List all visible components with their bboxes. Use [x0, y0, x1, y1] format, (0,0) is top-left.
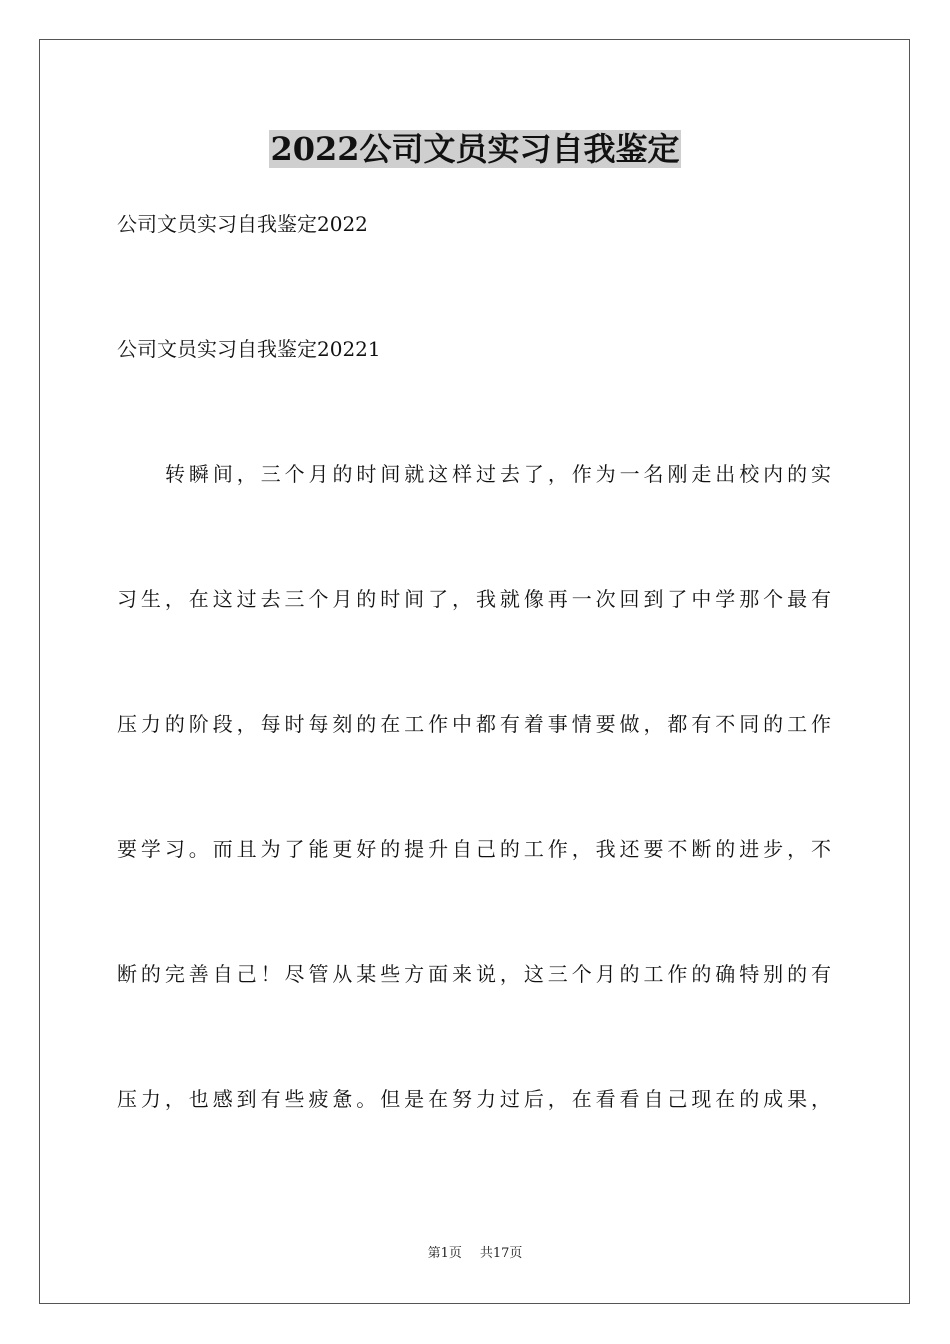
- document-title-text: 2022公司文员实习自我鉴定: [270, 130, 680, 168]
- body-line-4: 要学习。而且为了能更好的提升自己的工作，我还要不断的进步，不: [117, 837, 831, 861]
- body-line-3: 压力的阶段，每时每刻的在工作中都有着事情要做，都有不同的工作: [117, 712, 831, 736]
- body-line-5: 断的完善自己！尽管从某些方面来说，这三个月的工作的确特别的有: [117, 962, 831, 986]
- body-line-1: 转瞬间，三个月的时间就这样过去了，作为一名刚走出校内的实: [165, 462, 831, 486]
- page-total: 共17页: [479, 1246, 523, 1261]
- document-title: [0, 127, 950, 171]
- subtitle-2: 公司文员实习自我鉴定20221: [117, 337, 381, 361]
- page-footer: [0, 1245, 950, 1263]
- page-number: 第1页: [427, 1246, 462, 1261]
- body-line-6: 压力，也感到有些疲惫。但是在努力过后，在看看自己现在的成果，: [117, 1087, 831, 1111]
- body-line-2: 习生，在这过去三个月的时间了，我就像再一次回到了中学那个最有: [117, 587, 831, 611]
- subtitle-1: 公司文员实习自我鉴定2022: [117, 212, 368, 236]
